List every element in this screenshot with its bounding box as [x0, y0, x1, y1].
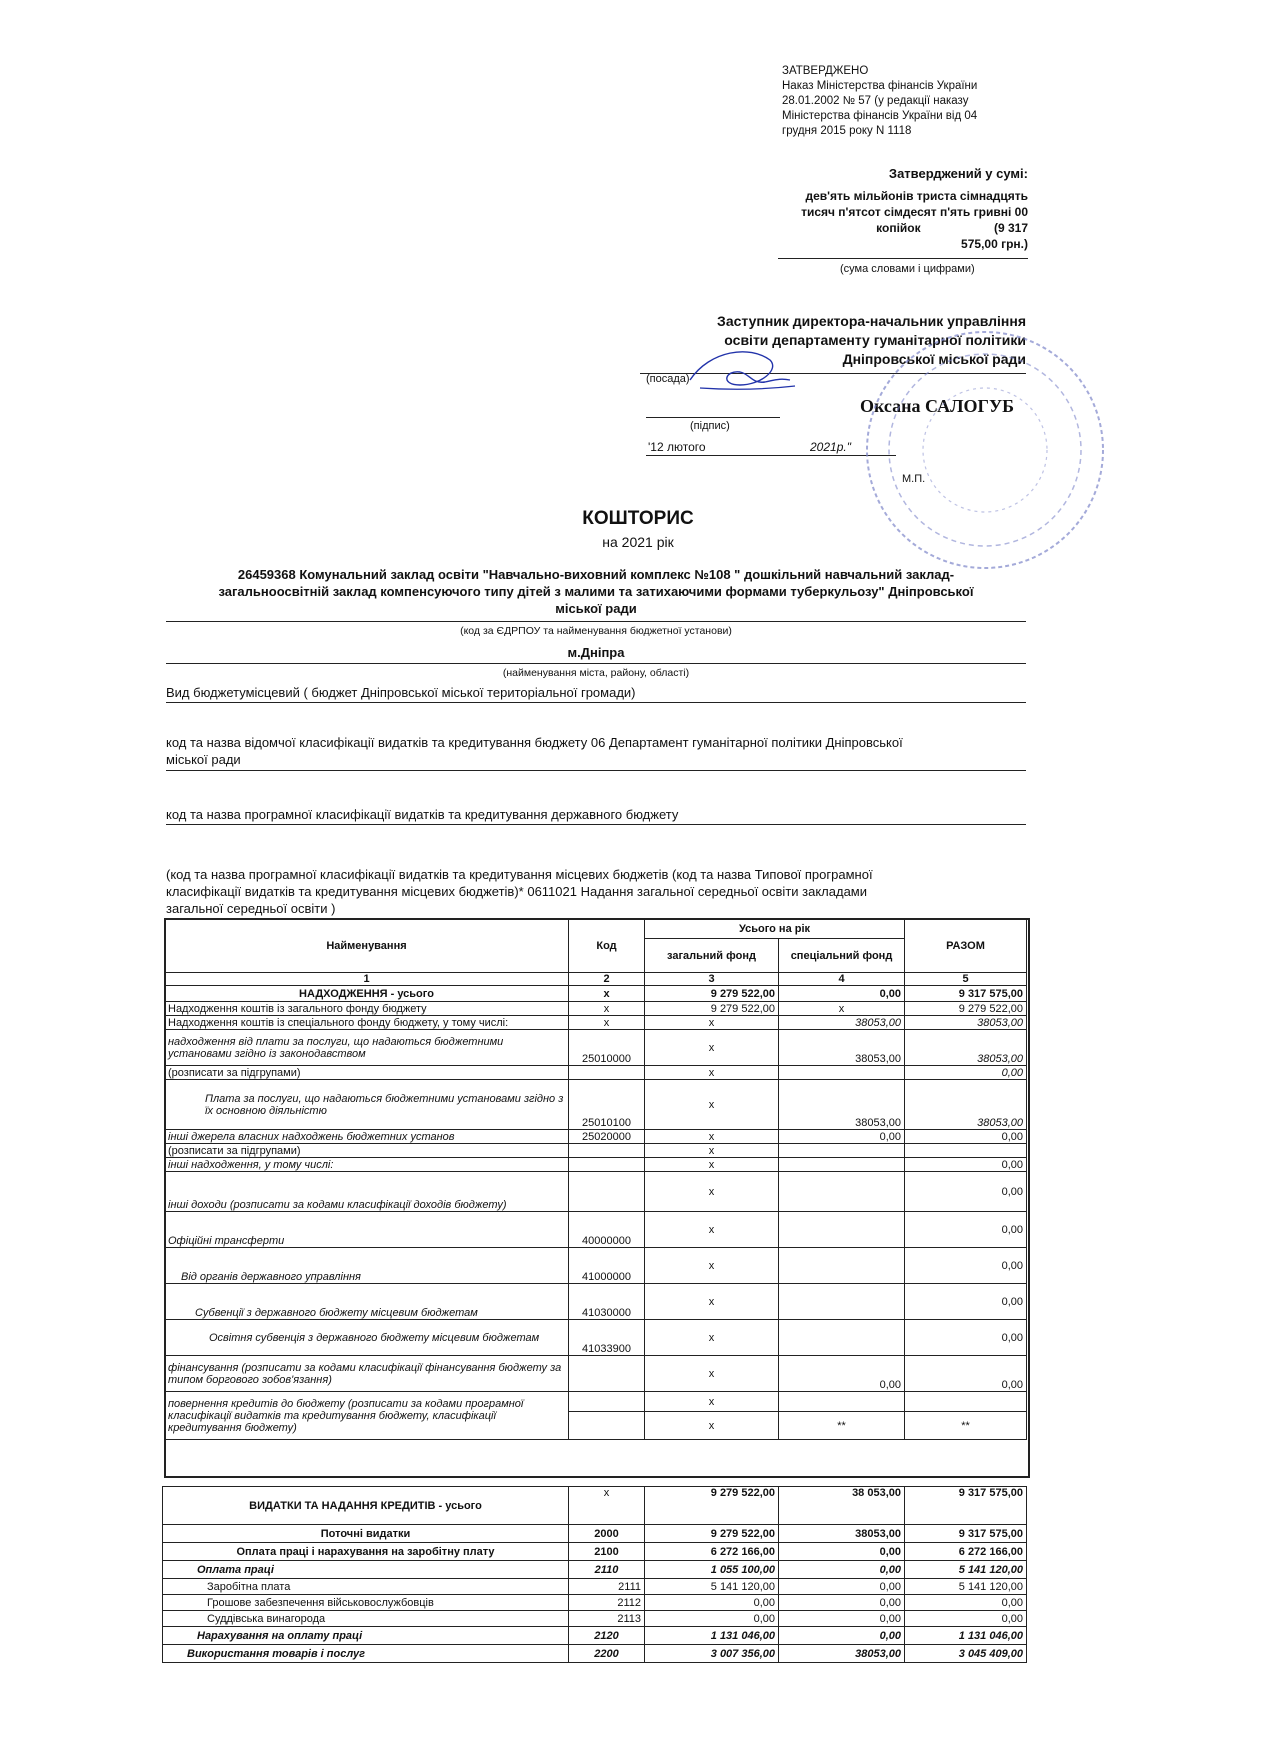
row-name: Нарахування на оплату праці — [163, 1627, 569, 1645]
row-name: Грошове забезпечення військовослужбовців — [163, 1595, 569, 1611]
row-total: 0,00 — [905, 1320, 1027, 1356]
institution-name — [166, 566, 1026, 617]
row-code: 2112 — [569, 1595, 645, 1611]
row-special — [779, 1248, 905, 1284]
row-name: Освітня субвенція з державного бюджету місцевим бюджетам — [165, 1320, 569, 1356]
table-row — [163, 1579, 1027, 1595]
row-name: інші надходження, у тому числі: — [165, 1158, 569, 1172]
table-row — [163, 1595, 1027, 1611]
row-name: повернення кредитів до бюджету (розписати за кодами програмної класифікації видатків та кредитування бюджету, класифікації кредитування бюджету) — [165, 1392, 569, 1440]
document-subtitle: на 2021 рік — [602, 534, 674, 550]
row-code: 41033900 — [569, 1320, 645, 1356]
row-total: 5 141 120,00 — [905, 1579, 1027, 1595]
local-program-line: загальної середньої освіти ) — [166, 901, 336, 916]
row-special — [779, 1172, 905, 1212]
approval-line: грудня 2015 року N 1118 — [782, 125, 912, 137]
row-general: х — [645, 1016, 779, 1030]
table-row — [165, 1392, 1027, 1412]
table-row — [165, 1172, 1027, 1212]
table-row — [165, 1356, 1027, 1392]
row-total: 38053,00 — [905, 1030, 1027, 1066]
row-special: 0,00 — [779, 1543, 905, 1561]
institution-line: 26459368 Комунальний заклад освіти "Навчально-виховний комплекс №108 " дошкільний навчальний заклад- — [237, 567, 955, 582]
row-general: х — [645, 1172, 779, 1212]
row-special — [779, 1158, 905, 1172]
sum-caption: (сума словами і цифрами) — [840, 263, 975, 275]
approved-sum-line: копійок (9 317 — [876, 221, 1028, 235]
row-general: 3 007 356,00 — [645, 1645, 779, 1663]
table-row — [165, 1144, 1027, 1158]
row-total: 0,00 — [905, 1172, 1027, 1212]
row-special — [779, 1284, 905, 1320]
table-row — [165, 1016, 1027, 1030]
director-line: освіти департаменту гуманітарної політики — [724, 332, 1026, 348]
row-name: Плата за послуги, що надаються бюджетними установами згідно з їх основною діяльністю — [165, 1080, 569, 1130]
approved-sum-line: тисяч п'ятсот сімдесят п'ять гривні 00 — [801, 205, 1028, 219]
institution-caption: (код за ЄДРПОУ та найменування бюджетної установи) — [460, 625, 732, 637]
department-classification — [166, 734, 1026, 768]
department-underline — [166, 770, 1026, 771]
row-general: х — [645, 1066, 779, 1080]
table-row — [163, 1561, 1027, 1579]
signatory-name: Оксана САЛОГУБ — [860, 396, 1015, 416]
approval-line: 28.01.2002 № 57 (у редакції наказу — [782, 95, 969, 107]
director-line: Дніпровської міської ради — [842, 351, 1026, 367]
handwritten-signature — [680, 340, 800, 410]
row-special: 38053,00 — [779, 1030, 905, 1066]
row-total: 0,00 — [905, 1611, 1027, 1627]
sum-underline — [778, 258, 1028, 259]
row-special: 38053,00 — [779, 1016, 905, 1030]
row-code — [569, 1144, 645, 1158]
state-program-classification: код та назва програмної класифікації видатків та кредитування державного бюджету — [166, 807, 679, 822]
row-code: 41030000 — [569, 1284, 645, 1320]
local-program-line: (код та назва програмної класифікації видатків та кредитування місцевих бюджетів (код та назва Типової програмної — [166, 867, 873, 882]
row-code — [569, 1392, 645, 1412]
row-total: 0,00 — [905, 1130, 1027, 1144]
row-general: х — [645, 1130, 779, 1144]
row-code: 25010100 — [569, 1080, 645, 1130]
row-name: Заробітна плата — [163, 1579, 569, 1595]
approved-sum-title: Затверджений у сумі: — [888, 166, 1028, 181]
row-name: інші джерела власних надходжень бюджетних установ — [165, 1130, 569, 1144]
row-special: 38 053,00 — [779, 1487, 905, 1525]
row-general: х — [645, 1356, 779, 1392]
row-total: 0,00 — [905, 1248, 1027, 1284]
row-special: 0,00 — [779, 1579, 905, 1595]
row-total: 38053,00 — [905, 1080, 1027, 1130]
row-name: Надходження коштів із загального фонду бюджету — [165, 1002, 569, 1016]
row-general: 9 279 522,00 — [645, 1525, 779, 1543]
table-row — [165, 1212, 1027, 1248]
table-row — [165, 1248, 1027, 1284]
row-name: Оплата праці і нарахування на заробітну плату — [163, 1543, 569, 1561]
row-total — [905, 1392, 1027, 1412]
row-name: НАДХОДЖЕННЯ - усього — [165, 986, 569, 1002]
city-caption: (найменування міста, району, області) — [502, 667, 690, 679]
row-general: 1 131 046,00 — [645, 1627, 779, 1645]
row-code: 2111 — [569, 1579, 645, 1595]
row-special: 38053,00 — [779, 1525, 905, 1543]
signature-underline — [646, 417, 780, 418]
row-special — [779, 1320, 905, 1356]
table-row — [165, 1080, 1027, 1130]
table-row — [165, 1130, 1027, 1144]
revenues-table — [164, 918, 1027, 1440]
row-general: 9 279 522,00 — [645, 1487, 779, 1525]
row-code: 2000 — [569, 1525, 645, 1543]
approval-block — [782, 64, 1012, 139]
row-total: 3 045 409,00 — [905, 1645, 1027, 1663]
row-special: 0,00 — [779, 1627, 905, 1645]
row-special: 0,00 — [779, 1611, 905, 1627]
row-general: 1 055 100,00 — [645, 1561, 779, 1579]
row-special — [779, 1066, 905, 1080]
signature-caption: (підпис) — [690, 420, 730, 432]
row-code: 2110 — [569, 1561, 645, 1579]
approved-sum-line: 575,00 грн.) — [961, 237, 1028, 251]
row-special — [779, 1144, 905, 1158]
row-total: 5 141 120,00 — [905, 1561, 1027, 1579]
approval-line: Міністерства фінансів України від 04 — [782, 110, 978, 122]
row-total: 0,00 — [905, 1595, 1027, 1611]
institution-line: міської ради — [555, 601, 637, 616]
header-general-fund: загальний фонд — [645, 939, 779, 973]
row-total: 1 131 046,00 — [905, 1627, 1027, 1645]
row-code: 2120 — [569, 1627, 645, 1645]
row-special: 38053,00 — [779, 1080, 905, 1130]
row-total: 9 317 575,00 — [905, 1487, 1027, 1525]
local-program-line: класифікації видатків та кредитування місцевих бюджетів)* 0611021 Надання загальної середньої освіти закладами — [166, 884, 868, 899]
row-general: х — [645, 1212, 779, 1248]
table-row — [165, 1284, 1027, 1320]
row-code: х — [569, 1002, 645, 1016]
table-row — [163, 1487, 1027, 1525]
header-year-total: Усього на рік — [645, 919, 905, 939]
row-special: 0,00 — [779, 1561, 905, 1579]
column-number: 5 — [905, 973, 1027, 986]
state-program-underline — [166, 824, 1026, 825]
row-total: 9 317 575,00 — [905, 986, 1027, 1002]
row-name: Від органів державного управління — [165, 1248, 569, 1284]
position-caption: (посада) — [646, 373, 690, 385]
row-total: 0,00 — [905, 1158, 1027, 1172]
director-line: Заступник директора-начальник управління — [717, 313, 1026, 329]
row-general: 0,00 — [645, 1611, 779, 1627]
row-code: 25020000 — [569, 1130, 645, 1144]
row-general: х — [645, 1412, 779, 1440]
row-code — [569, 1412, 645, 1440]
row-special — [779, 1212, 905, 1248]
row-special: 0,00 — [779, 1130, 905, 1144]
column-number: 4 — [779, 973, 905, 986]
row-total: 0,00 — [905, 1356, 1027, 1392]
row-code — [569, 1356, 645, 1392]
table-row — [165, 1158, 1027, 1172]
column-number: 1 — [165, 973, 569, 986]
row-code: 2100 — [569, 1543, 645, 1561]
row-name: Використання товарів і послуг — [163, 1645, 569, 1663]
row-general: х — [645, 1320, 779, 1356]
expenditures-table — [162, 1486, 1027, 1663]
row-code — [569, 1066, 645, 1080]
row-total: 0,00 — [905, 1066, 1027, 1080]
row-general: х — [645, 1158, 779, 1172]
approved-sum-line: дев'ять мільйонів триста сімнадцять — [805, 189, 1028, 203]
row-name: інші доходи (розписати за кодами класифікації доходів бюджету) — [165, 1172, 569, 1212]
row-code: х — [569, 1016, 645, 1030]
row-special: ** — [779, 1412, 905, 1440]
department-line: міської ради — [166, 752, 241, 767]
header-name: Найменування — [165, 919, 569, 973]
row-total: 6 272 166,00 — [905, 1543, 1027, 1561]
approved-sum-block — [760, 166, 1028, 252]
row-general: 9 279 522,00 — [645, 986, 779, 1002]
row-total: 9 279 522,00 — [905, 1002, 1027, 1016]
city-underline — [166, 663, 1026, 664]
row-general: х — [645, 1144, 779, 1158]
row-code — [569, 1172, 645, 1212]
row-code: х — [569, 1487, 645, 1525]
row-name: Оплата праці — [163, 1561, 569, 1579]
row-name: фінансування (розписати за кодами класифікації фінансування бюджету за типом боргового зобов'язання) — [165, 1356, 569, 1392]
approval-line: ЗАТВЕРДЖЕНО — [782, 65, 869, 77]
header-total: РАЗОМ — [905, 919, 1027, 973]
table-row — [165, 1030, 1027, 1066]
row-code: х — [569, 986, 645, 1002]
approval-line: Наказ Міністерства фінансів України — [782, 80, 978, 92]
budget-type: Вид бюджетумісцевий ( бюджет Дніпровської міської територіальної громади) — [166, 685, 636, 700]
local-program-classification — [166, 866, 1026, 917]
row-code: 40000000 — [569, 1212, 645, 1248]
row-general: 5 141 120,00 — [645, 1579, 779, 1595]
row-general: х — [645, 1392, 779, 1412]
row-general: 0,00 — [645, 1595, 779, 1611]
row-special: 0,00 — [779, 1595, 905, 1611]
table-row — [163, 1645, 1027, 1663]
row-general: 6 272 166,00 — [645, 1543, 779, 1561]
seal-place-label: М.П. — [902, 473, 926, 485]
table-row — [165, 1002, 1027, 1016]
table-row — [163, 1611, 1027, 1627]
row-code: 2200 — [569, 1645, 645, 1663]
department-line: код та назва відомчої класифікації видатків та кредитування бюджету 06 Департамент гуманітарної політики Дніпровської — [166, 735, 903, 750]
row-code — [569, 1158, 645, 1172]
row-special: х — [779, 1002, 905, 1016]
table-row — [163, 1525, 1027, 1543]
row-special: 38053,00 — [779, 1645, 905, 1663]
row-special: 0,00 — [779, 986, 905, 1002]
city-name: м.Дніпра — [567, 645, 625, 660]
row-name: ВИДАТКИ ТА НАДАННЯ КРЕДИТІВ - усього — [163, 1487, 569, 1525]
header-code: Код — [569, 919, 645, 973]
row-special: 0,00 — [779, 1356, 905, 1392]
row-name: Поточні видатки — [163, 1525, 569, 1543]
row-name: надходження від плати за послуги, що надаються бюджетними установами згідно із законодавством — [165, 1030, 569, 1066]
header-special-fund: спеціальний фонд — [779, 939, 905, 973]
table-row — [165, 1066, 1027, 1080]
row-name: Офіційні трансферти — [165, 1212, 569, 1248]
budget-type-underline — [166, 702, 1026, 703]
row-general: 9 279 522,00 — [645, 1002, 779, 1016]
table-row — [165, 986, 1027, 1002]
row-name: (розписати за підгрупами) — [165, 1066, 569, 1080]
approval-date-day: '12 лютого — [648, 440, 706, 454]
row-code: 41000000 — [569, 1248, 645, 1284]
row-general: х — [645, 1030, 779, 1066]
approval-date-year: 2021р." — [810, 440, 851, 454]
row-code: 25010000 — [569, 1030, 645, 1066]
row-total: 9 317 575,00 — [905, 1525, 1027, 1543]
row-general: х — [645, 1080, 779, 1130]
row-name: (розписати за підгрупами) — [165, 1144, 569, 1158]
row-total: 38053,00 — [905, 1016, 1027, 1030]
row-total: 0,00 — [905, 1284, 1027, 1320]
row-total: ** — [905, 1412, 1027, 1440]
row-general: х — [645, 1284, 779, 1320]
row-name: Суддівська винагорода — [163, 1611, 569, 1627]
document-title: КОШТОРИС — [582, 508, 694, 529]
row-name: Субвенції з державного бюджету місцевим бюджетам — [165, 1284, 569, 1320]
row-total: 0,00 — [905, 1212, 1027, 1248]
table-row — [163, 1627, 1027, 1645]
institution-line: загальноосвітній заклад компенсуючого типу дітей з малими та затихаючими формами туберкульозу" Дніпровської — [218, 584, 974, 599]
row-special — [779, 1392, 905, 1412]
column-number: 3 — [645, 973, 779, 986]
table-row — [165, 1320, 1027, 1356]
institution-underline — [166, 621, 1026, 622]
row-general: х — [645, 1248, 779, 1284]
row-code: 2113 — [569, 1611, 645, 1627]
row-total — [905, 1144, 1027, 1158]
row-name: Надходження коштів із спеціального фонду бюджету, у тому числі: — [165, 1016, 569, 1030]
table-row — [163, 1543, 1027, 1561]
column-number: 2 — [569, 973, 645, 986]
